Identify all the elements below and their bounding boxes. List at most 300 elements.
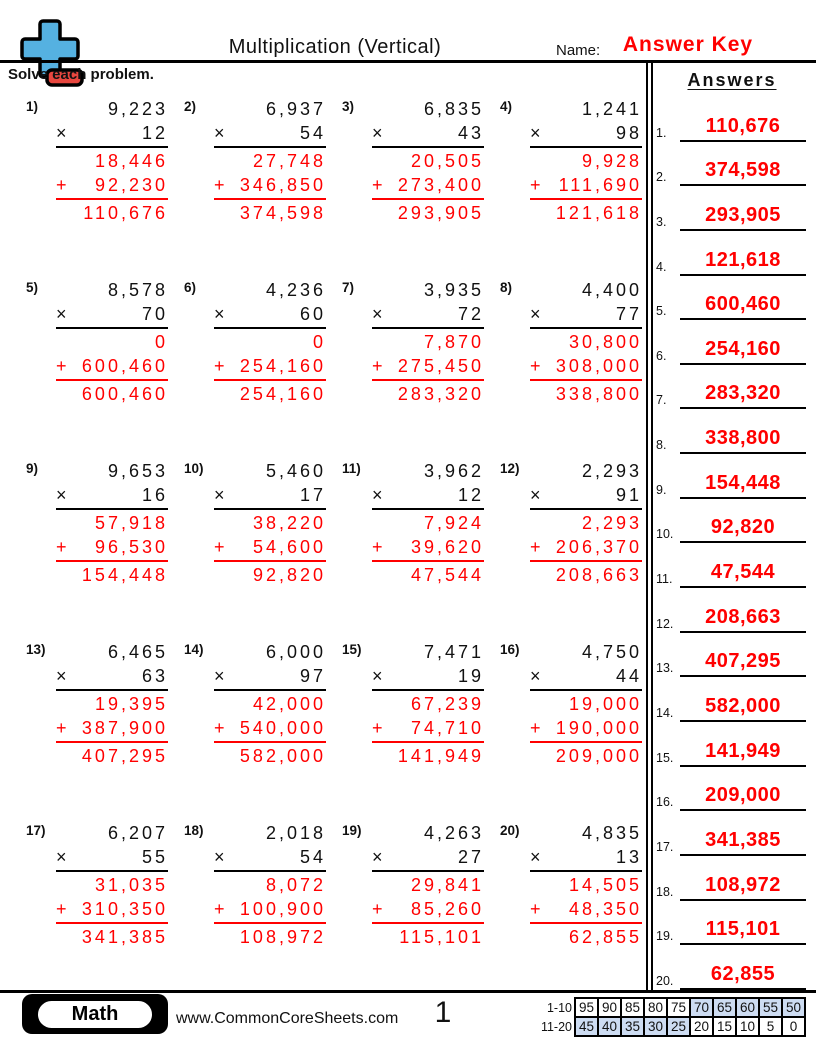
multiplier: 54 — [299, 847, 326, 867]
times-icon: × — [214, 666, 228, 686]
multiplier: 44 — [615, 666, 642, 686]
problem-work — [214, 459, 326, 587]
multiplier-row — [56, 845, 168, 872]
answer-number: 17. — [656, 839, 674, 854]
score-cell: 90 — [597, 997, 622, 1018]
multiplier-row — [530, 845, 642, 872]
partial-product-1: 18,446 — [94, 151, 168, 171]
score-cell: 95 — [574, 997, 599, 1018]
problem-block — [342, 97, 488, 225]
partial-product-1: 8,072 — [265, 875, 326, 895]
problem-work — [214, 278, 326, 406]
multiplier-row — [214, 845, 326, 872]
partial-product-2-row — [530, 535, 642, 562]
problems-grid — [26, 97, 646, 949]
problem-block — [184, 278, 330, 406]
times-icon: × — [530, 847, 544, 867]
problem-number: 7) — [342, 280, 355, 295]
partial-product-2-row — [530, 897, 642, 924]
problem-block — [184, 97, 330, 225]
plus-sign: + — [214, 718, 228, 738]
problem-block — [342, 640, 488, 768]
partial-product-2-row — [372, 716, 484, 743]
answer-number: 18. — [656, 884, 674, 899]
answer-value: 374,598 — [680, 159, 806, 186]
score-cell: 15 — [712, 1016, 737, 1037]
plus-sign: + — [214, 899, 228, 919]
partial-product-1: 2,293 — [581, 513, 642, 533]
multiplier: 97 — [299, 666, 326, 686]
times-icon: × — [56, 123, 70, 143]
partial-product-2: 600,460 — [81, 356, 168, 376]
multiplier: 98 — [615, 123, 642, 143]
answer-value: 121,618 — [680, 249, 806, 276]
multiplier: 13 — [615, 847, 642, 867]
problem-work — [372, 97, 484, 225]
answers-title: Answers — [687, 70, 777, 90]
partial-product-2: 254,160 — [239, 356, 326, 376]
partial-product-2: 190,000 — [555, 718, 642, 738]
problem-number: 11) — [342, 461, 361, 476]
multiplicand: 4,400 — [581, 280, 642, 300]
partial-product-2-row — [530, 173, 642, 200]
answer-entry — [656, 97, 806, 142]
product-total: 209,000 — [555, 746, 642, 766]
answer-entry — [656, 811, 806, 856]
multiplier: 70 — [141, 304, 168, 324]
partial-product-1: 20,505 — [410, 151, 484, 171]
multiplier-row — [214, 302, 326, 329]
product-total: 121,618 — [555, 203, 642, 223]
product-total: 62,855 — [568, 927, 642, 947]
problem-number: 8) — [500, 280, 513, 295]
answer-number: 2. — [656, 170, 667, 185]
partial-product-1: 27,748 — [252, 151, 326, 171]
multiplicand: 4,263 — [423, 823, 484, 843]
page-number: 1 — [434, 996, 452, 1029]
answer-number: 9. — [656, 482, 667, 497]
header-rule — [0, 60, 816, 63]
plus-sign: + — [372, 175, 386, 195]
answer-entry — [656, 633, 806, 678]
answer-entry — [656, 767, 806, 812]
multiplier: 54 — [299, 123, 326, 143]
score-cell: 85 — [620, 997, 645, 1018]
partial-product-2-row — [372, 173, 484, 200]
plus-sign: + — [372, 356, 386, 376]
times-icon: × — [372, 666, 386, 686]
plus-sign: + — [214, 537, 228, 557]
plus-sign: + — [56, 718, 70, 738]
times-icon: × — [214, 847, 228, 867]
partial-product-2-row — [530, 716, 642, 743]
multiplier-row — [372, 483, 484, 510]
multiplicand: 3,962 — [423, 461, 484, 481]
answer-entry — [656, 856, 806, 901]
plus-sign: + — [530, 175, 544, 195]
partial-product-1: 42,000 — [252, 694, 326, 714]
problem-number: 5) — [26, 280, 39, 295]
multiplicand: 5,460 — [265, 461, 326, 481]
score-grid — [540, 997, 806, 1037]
problem-number: 15) — [342, 642, 362, 657]
problem-block — [500, 821, 646, 949]
answer-value: 208,663 — [680, 606, 806, 633]
score-cell: 65 — [712, 997, 737, 1018]
times-icon: × — [372, 485, 386, 505]
partial-product-2: 85,260 — [410, 899, 484, 919]
product-total: 338,800 — [555, 384, 642, 404]
multiplier: 16 — [141, 485, 168, 505]
multiplier-row — [372, 845, 484, 872]
score-cell: 30 — [643, 1016, 668, 1037]
problem-number: 19) — [342, 823, 362, 838]
score-cells — [576, 1016, 806, 1037]
problem-block — [500, 459, 646, 587]
answer-number: 13. — [656, 661, 674, 676]
partial-product-2: 308,000 — [555, 356, 642, 376]
problem-work — [214, 821, 326, 949]
product-total: 582,000 — [239, 746, 326, 766]
multiplier-row — [530, 302, 642, 329]
times-icon: × — [372, 304, 386, 324]
partial-product-1: 0 — [312, 332, 326, 352]
partial-product-2-row — [214, 535, 326, 562]
answer-number: 11. — [656, 572, 673, 587]
answer-entry — [656, 677, 806, 722]
multiplicand: 4,835 — [581, 823, 642, 843]
answer-value: 254,160 — [680, 338, 806, 365]
answer-number: 1. — [656, 125, 667, 140]
multiplicand: 6,000 — [265, 642, 326, 662]
plus-sign: + — [214, 175, 228, 195]
product-total: 407,295 — [81, 746, 168, 766]
plus-sign: + — [372, 537, 386, 557]
product-total: 341,385 — [81, 927, 168, 947]
answer-number: 6. — [656, 348, 667, 363]
score-cell: 50 — [781, 997, 806, 1018]
multiplicand: 8,578 — [107, 280, 168, 300]
partial-product-2: 540,000 — [239, 718, 326, 738]
multiplicand: 6,937 — [265, 99, 326, 119]
problem-block — [26, 97, 172, 225]
score-cell: 55 — [758, 997, 783, 1018]
partial-product-1: 67,239 — [410, 694, 484, 714]
multiplicand: 9,223 — [107, 99, 168, 119]
answer-number: 15. — [656, 750, 674, 765]
times-icon: × — [214, 123, 228, 143]
times-icon: × — [56, 485, 70, 505]
plus-sign: + — [56, 356, 70, 376]
problem-number: 4) — [500, 99, 513, 114]
answer-entry — [656, 454, 806, 499]
partial-product-1: 0 — [154, 332, 168, 352]
answer-number: 5. — [656, 304, 667, 319]
times-icon: × — [214, 304, 228, 324]
problem-block — [500, 640, 646, 768]
problem-number: 18) — [184, 823, 204, 838]
problem-work — [214, 640, 326, 768]
multiplier: 43 — [457, 123, 484, 143]
times-icon: × — [530, 666, 544, 686]
problem-work — [372, 821, 484, 949]
score-cell: 80 — [643, 997, 668, 1018]
multiplier: 12 — [141, 123, 168, 143]
multiplier: 91 — [615, 485, 642, 505]
partial-product-2: 273,400 — [397, 175, 484, 195]
partial-product-2: 111,690 — [558, 175, 642, 195]
partial-product-2: 275,450 — [397, 356, 484, 376]
answer-value: 115,101 — [680, 918, 806, 945]
answer-value: 209,000 — [680, 784, 806, 811]
answer-value: 108,972 — [680, 874, 806, 901]
product-total: 92,820 — [252, 565, 326, 585]
partial-product-2-row — [214, 897, 326, 924]
answer-number: 8. — [656, 438, 667, 453]
product-total: 115,101 — [399, 927, 484, 947]
product-total: 141,949 — [397, 746, 484, 766]
multiplier: 17 — [299, 485, 326, 505]
multiplier: 72 — [457, 304, 484, 324]
times-icon: × — [372, 847, 386, 867]
answer-value: 47,544 — [680, 561, 806, 588]
answer-entry — [656, 142, 806, 187]
product-total: 208,663 — [555, 565, 642, 585]
problem-number: 13) — [26, 642, 46, 657]
answer-entry — [656, 945, 806, 990]
times-icon: × — [56, 666, 70, 686]
problem-number: 16) — [500, 642, 520, 657]
multiplier: 55 — [141, 847, 168, 867]
plus-sign: + — [372, 899, 386, 919]
answer-entry — [656, 231, 806, 276]
partial-product-1: 19,395 — [94, 694, 168, 714]
times-icon: × — [214, 485, 228, 505]
problem-block — [26, 821, 172, 949]
instruction-text: Solve each problem. — [8, 66, 154, 83]
score-cell: 25 — [666, 1016, 691, 1037]
multiplier-row — [56, 121, 168, 148]
multiplicand: 6,465 — [107, 642, 168, 662]
problem-work — [530, 640, 642, 768]
answer-entry — [656, 365, 806, 410]
score-row-1-10 — [540, 997, 806, 1018]
answer-value: 62,855 — [680, 963, 806, 990]
problem-block — [500, 278, 646, 406]
partial-product-2: 100,900 — [239, 899, 326, 919]
answer-entry — [656, 588, 806, 633]
product-total: 108,972 — [239, 927, 326, 947]
problem-work — [56, 821, 168, 949]
problem-number: 10) — [184, 461, 204, 476]
score-row-label: 11-20 — [540, 1019, 572, 1034]
answer-entry — [656, 186, 806, 231]
problem-work — [372, 640, 484, 768]
partial-product-1: 7,924 — [423, 513, 484, 533]
answer-value: 600,460 — [680, 293, 806, 320]
multiplicand: 6,835 — [423, 99, 484, 119]
partial-product-2-row — [56, 535, 168, 562]
answer-value: 341,385 — [680, 829, 806, 856]
product-total: 283,320 — [397, 384, 484, 404]
score-cell: 70 — [689, 997, 714, 1018]
answer-number: 14. — [656, 705, 674, 720]
answer-number: 7. — [656, 393, 667, 408]
partial-product-1: 29,841 — [410, 875, 484, 895]
partial-product-2: 74,710 — [410, 718, 484, 738]
partial-product-1: 31,035 — [94, 875, 168, 895]
multiplicand: 2,018 — [265, 823, 326, 843]
plus-sign: + — [530, 718, 544, 738]
multiplicand: 1,241 — [581, 99, 642, 119]
times-icon: × — [56, 304, 70, 324]
multiplicand: 3,935 — [423, 280, 484, 300]
partial-product-2: 346,850 — [239, 175, 326, 195]
multiplier-row — [372, 302, 484, 329]
answer-entry — [656, 543, 806, 588]
multiplier: 63 — [141, 666, 168, 686]
answer-value: 110,676 — [680, 115, 806, 142]
partial-product-2-row — [530, 354, 642, 381]
problem-work — [372, 278, 484, 406]
answer-entry — [656, 409, 806, 454]
multiplier-row — [56, 483, 168, 510]
answer-number: 20. — [656, 973, 674, 988]
problem-number: 1) — [26, 99, 39, 114]
multiplier: 19 — [457, 666, 484, 686]
problem-block — [342, 821, 488, 949]
plus-sign: + — [214, 356, 228, 376]
multiplier: 12 — [457, 485, 484, 505]
subject-badge-label: Math — [36, 999, 155, 1030]
partial-product-2-row — [56, 716, 168, 743]
answer-number: 12. — [656, 616, 674, 631]
answer-value: 407,295 — [680, 650, 806, 677]
multiplier-row — [56, 302, 168, 329]
plus-sign: + — [56, 899, 70, 919]
problem-block — [184, 459, 330, 587]
multiplier: 60 — [299, 304, 326, 324]
name-label: Name: — [556, 42, 601, 59]
problem-number: 6) — [184, 280, 197, 295]
problem-work — [56, 278, 168, 406]
answer-entry — [656, 320, 806, 365]
partial-product-2: 54,600 — [252, 537, 326, 557]
partial-product-1: 7,870 — [423, 332, 484, 352]
product-total: 293,905 — [397, 203, 484, 223]
times-icon: × — [530, 485, 544, 505]
answer-number: 19. — [656, 929, 674, 944]
partial-product-1: 57,918 — [94, 513, 168, 533]
plus-sign: + — [530, 356, 544, 376]
plus-sign: + — [56, 175, 70, 195]
partial-product-1: 19,000 — [568, 694, 642, 714]
problem-work — [530, 278, 642, 406]
score-cell: 40 — [597, 1016, 622, 1037]
product-total: 110,676 — [83, 203, 168, 223]
problem-number: 9) — [26, 461, 39, 476]
website-url: www.CommonCoreSheets.com — [176, 1010, 399, 1027]
multiplier-row — [530, 121, 642, 148]
partial-product-2-row — [372, 354, 484, 381]
product-total: 47,544 — [410, 565, 484, 585]
partial-product-2: 310,350 — [81, 899, 168, 919]
plus-sign: + — [56, 537, 70, 557]
score-row-label: 1-10 — [546, 1000, 572, 1015]
partial-product-2: 387,900 — [81, 718, 168, 738]
partial-product-2-row — [372, 535, 484, 562]
problem-block — [184, 640, 330, 768]
problem-work — [372, 459, 484, 587]
problem-work — [56, 97, 168, 225]
partial-product-1: 38,220 — [252, 513, 326, 533]
answer-number: 10. — [656, 527, 674, 542]
plus-sign: + — [530, 537, 544, 557]
answer-number: 3. — [656, 214, 667, 229]
score-row-11-20 — [540, 1016, 806, 1037]
answer-value: 92,820 — [680, 516, 806, 543]
product-total: 374,598 — [239, 203, 326, 223]
answer-value: 293,905 — [680, 204, 806, 231]
answer-number: 16. — [656, 795, 674, 810]
partial-product-2-row — [56, 354, 168, 381]
problem-work — [214, 97, 326, 225]
partial-product-2: 48,350 — [568, 899, 642, 919]
answer-entry — [656, 499, 806, 544]
answer-entry — [656, 276, 806, 321]
answer-value: 582,000 — [680, 695, 806, 722]
partial-product-2: 39,620 — [410, 537, 484, 557]
problem-block — [500, 97, 646, 225]
multiplicand: 4,750 — [581, 642, 642, 662]
multiplicand: 6,207 — [107, 823, 168, 843]
score-cell: 60 — [735, 997, 760, 1018]
multiplier: 27 — [457, 847, 484, 867]
partial-product-2-row — [214, 173, 326, 200]
partial-product-1: 9,928 — [581, 151, 642, 171]
problem-number: 2) — [184, 99, 197, 114]
multiplicand: 2,293 — [581, 461, 642, 481]
product-total: 254,160 — [239, 384, 326, 404]
partial-product-1: 30,800 — [568, 332, 642, 352]
problem-block — [26, 278, 172, 406]
partial-product-2-row — [372, 897, 484, 924]
problem-work — [56, 459, 168, 587]
multiplicand: 7,471 — [423, 642, 484, 662]
multiplier-row — [530, 483, 642, 510]
score-cell: 0 — [781, 1016, 806, 1037]
times-icon: × — [56, 847, 70, 867]
score-cells — [576, 997, 806, 1018]
multiplier-row — [372, 664, 484, 691]
answer-number: 4. — [656, 259, 667, 274]
multiplier-row — [214, 121, 326, 148]
plus-sign: + — [372, 718, 386, 738]
multiplier-row — [372, 121, 484, 148]
problem-work — [530, 821, 642, 949]
answer-value: 154,448 — [680, 472, 806, 499]
problem-block — [26, 640, 172, 768]
score-cell: 20 — [689, 1016, 714, 1037]
plus-sign: + — [530, 899, 544, 919]
page-title: Multiplication (Vertical) — [228, 36, 442, 58]
problem-number: 12) — [500, 461, 520, 476]
problem-number: 20) — [500, 823, 520, 838]
answer-value: 338,800 — [680, 427, 806, 454]
answers-list — [656, 97, 806, 990]
multiplier: 77 — [615, 304, 642, 324]
problem-number: 17) — [26, 823, 46, 838]
